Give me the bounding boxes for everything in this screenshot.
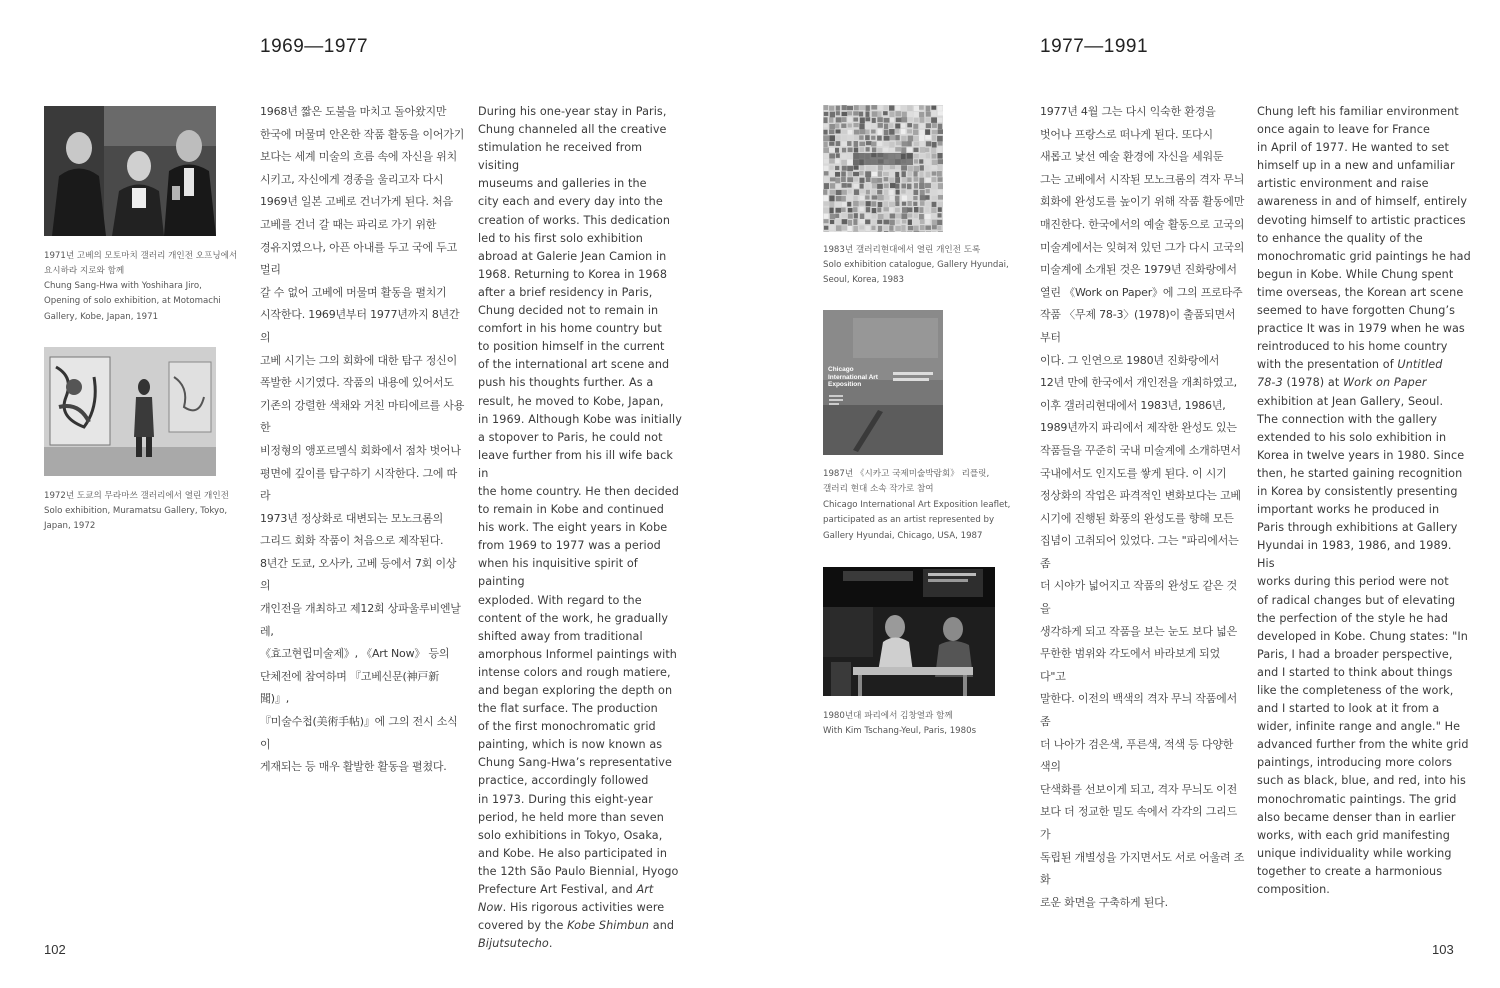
left-korean-text: 1968년 짧은 도불을 마치고 돌아왔지만 한국에 머물며 안온한 작품 활동을 이어가기 보다는 세계 미술의 흐름 속에 자신을 위치 시키고, 자신에게 경종을 울리고자 다시 1969년 일본 고베로 건너가게 된다. 처음 고베를 건너 갈 때는 파리로 가기 위한 경유지였으나, 아픈 아내를 두고 국에 두고 멀리 갈 수 없어 고베에 머물며 활동을 펼치기 시작한다. 1969년부터 1977년까지 8년간의 고베 시기는 그의 회화에 대한 탐구 정신이 폭발한 시기였다. 작품의 내용에 있어서도 기존의 강렬한 색채와 거친 마티에르를 사용한 비정형의 앵포르멜식 회화에서 점차 벗어나 평면에 깊이를 탐구하기 시작한다. 그에 따라 1973년 정상화로 대변되는 모노크롬의 그리드 회화 작품이 처음으로 제작된다. 8년간 도쿄, 오사카, 고베 등에서 7회 이상의 개인전을 개최하고 제12회 상파울루비엔날레, 《효고현립미술제》, 《Art Now》 등의 단체전에 참여하며 『고베신문(神戸新聞)』, 『미술수첩(美術手帖)』에 그의 전시 소식이 게재되는 등 매우 활발한 활동을 펼쳤다. xyxy=(260,105,465,774)
photo-muramatsu-gallery xyxy=(44,347,216,476)
photo5-caption-ko: 1980년대 파리에서 김창열과 함께 xyxy=(823,711,953,721)
right-korean-text: 1977년 4월 그는 다시 익숙한 환경을 벗어나 프랑스로 떠나게 된다. 또다시 새롭고 낯선 예술 환경에 자신을 세워둔 그는 고베에서 시작된 모노크롬의 격자 무늬 회화에 완성도를 높이기 위해 작품 활동에만 매진한다. 한국에서의 예술 활동으로 고국의 미술계에서는 잊혀져 있던 그가 다시 고국의 미술계에 소개된 것은 1979년 진화랑에서 열린 《Work on Paper》에 그의 프로타주 작품 〈무제 78-3〉(1978)이 출품되면서부터 이다. 그 인연으로 1980년 진화랑에서 12년 만에 한국에서 개인전을 개최하였고, 이후 갤러리현대에서 1983년, 1986년, 1989년까지 파리에서 제작한 완성도 있는 작품들을 꾸준히 국내 미술계에 소개하면서 국내에서도 인지도를 쌓게 된다. 이 시기 정상화의 작업은 파격적인 변화보다는 고베 시기에 진행된 화풍의 완성도를 향해 모든 집념이 고취되어 있었다. 그는 "파리에서는 좀 더 시야가 넓어지고 작품의 완성도 같은 것을 생각하게 되고 작품을 보는 눈도 보다 넓은 무한한 범위와 각도에서 바라보게 되었다"고 말한다. 이전의 백색의 격자 무늬 작품에서 좀 더 나아가 검은색, 푸른색, 적색 등 다양한 색의 단색화를 선보이게 되고, 격자 무늬도 이전 보다 더 정교한 밀도 속에서 각각의 그리드가 독립된 개별성을 가지면서도 서로 어울려 조화 로운 화면을 구축하게 된다. xyxy=(1040,105,1245,909)
right-page-number: 103 xyxy=(1432,942,1454,957)
photo5-caption-en: With Kim Tschang-Yeul, Paris, 1980s xyxy=(823,726,977,736)
left-page-heading: 1969—1977 xyxy=(260,36,369,57)
photo-chicago-leaflet xyxy=(823,310,943,455)
photo-paris-cafe xyxy=(823,567,995,696)
photo-catalogue-cover xyxy=(823,105,943,232)
photo4-caption-ko: 1987년 《시카고 국제미술박람회》 리플릿, 갤러리 현대 소속 작가로 참여 xyxy=(823,469,990,495)
right-english-text: Chung left his familiar environment once again to leave for France in April of 1977. He wanted to set himself up in a new and unfamiliar artistic environment and raise awareness in and of himself, entirely devoting himself to artistic practices to enhance the quality of the monochromatic grid paintings he had begun in Kobe. While Chung spent time overseas, the Korean art scene seemed to have forgotten Chung’s practice It was in 1979 when he was reintroduced to his home country with the presentation of Untitled 78-3 (1978) at Work on Paper exhibition at Jean Gallery, Seoul. The connection with the gallery extended to his solo exhibition in Korea in twelve years in 1980. Since then, he started gaining recognition in Korea by consistently presenting important works he produced in Paris through exhibitions at Gallery Hyundai in 1983, 1986, and 1989. His works during this period were not of radical changes but of elevating the perfection of the style he had developed in Kobe. Chung states: "In Paris, I had a broader perspective, and I started to think about things like the completeness of the work, and I started to look at it from a wider, infinite range and angle." He advanced further from the white grid paintings, introducing more colors such as black, blue, and red, into his monochromatic paintings. The grid also became denser than in earlier works, with each grid manifesting unique individuality while working together to create a harmonious composition. xyxy=(1257,105,1471,897)
leaflet-title: Chicago International Art Exposition xyxy=(828,366,878,388)
right-page-heading: 1977—1991 xyxy=(1040,36,1149,57)
photo1-caption-en: Chung Sang-Hwa with Yoshihara Jiro, Opening of solo exhibition, at Motomachi Gallery, Kobe, Japan, 1971 xyxy=(44,281,221,322)
photo3-caption-en: Solo exhibition catalogue, Gallery Hyundai, Seoul, Korea, 1983 xyxy=(823,260,1009,286)
left-page-number: 102 xyxy=(44,942,66,957)
photo2-caption-ko: 1972년 도쿄의 무라마쓰 갤러리에서 열린 개인전 xyxy=(44,491,229,501)
photo3-caption-ko: 1983년 갤러리현대에서 열린 개인전 도록 xyxy=(823,245,981,255)
photo-opening-reception xyxy=(44,106,216,236)
photo2-caption-en: Solo exhibition, Muramatsu Gallery, Tokyo, Japan, 1972 xyxy=(44,506,228,532)
photo4-caption-en: Chicago International Art Exposition leaflet, participated as an artist represented by Gallery Hyundai, Chicago, USA, 1987 xyxy=(823,500,1011,541)
photo1-caption-ko: 1971년 고베의 모토마치 갤러리 개인전 오프닝에서 요시하라 지로와 함께 xyxy=(44,251,238,277)
left-english-text: During his one-year stay in Paris, Chung channeled all the creative stimulation he received from visiting museums and galleries in the city each and every day into the creation of works. This dedication led to his first solo exhibition abroad at Galerie Jean Camion in 1968. Returning to Korea in 1968 after a brief residency in Paris, Chung decided not to remain in comfort in his home country but to position himself in the current of the international art scene and push his thoughts further. As a result, he moved to Kobe, Japan, in 1969. Although Kobe was initially a stopover to Paris, he could not leave further from his ill wife back in the home country. He then decided to remain in Kobe and continued his work. The eight years in Kobe from 1969 to 1977 was a period when his inquisitive spirit of painting exploded. With regard to the content of the work, he gradually shifted away from traditional amorphous Informel paintings with intense colors and rough matiere, and began exploring the depth on the flat surface. The production of the first monochromatic grid painting, which is now known as Chung Sang-Hwa’s representative practice, accordingly followed in 1973. During this eight-year period, he held more than seven solo exhibitions in Tokyo, Osaka, and Kobe. He also participated in the 12th São Paulo Biennial, Hyogo Prefecture Art Festival, and Art Now. His rigorous activities were covered by the Kobe Shimbun and Bijutsutecho. xyxy=(478,105,682,951)
